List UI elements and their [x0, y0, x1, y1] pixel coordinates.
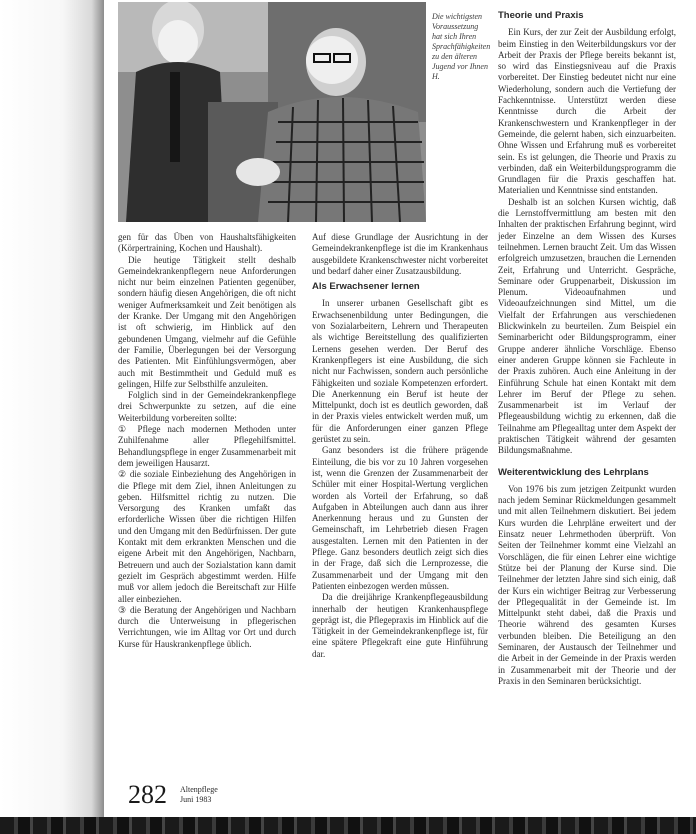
paragraph: Da die dreijährige Krankenpflegeausbildung innerhalb der heutigen Krankenhauspflege geprägt ist, die Pflegepraxis im Hinblick auf die Tätigkeit in der Gemeindekrankenpflege ist, für eine spätere Pflegekraft eine gute Hinführung dar. [312, 592, 488, 659]
article-photo [118, 2, 426, 222]
paragraph: gen für das Üben von Haushaltsfähigkeiten (Körpertraining, Kochen und Haushalt). [118, 232, 296, 254]
section-heading: Weiterentwicklung des Lehrplans [498, 466, 649, 478]
list-item: ③ die Beratung der Angehörigen und Nachbarn durch die Unterweisung in pflegerischen Verrichtungen, wie im Alltag vor Ort und durch Kurse für Hauskrankenpflege üblich. [118, 604, 296, 649]
section-heading: Als Erwachsener lernen [312, 281, 420, 293]
paragraph: Die heutige Tätigkeit stellt deshalb Gemeindekrankenpflegern neue Anforderungen nicht nur beim einzelnen Patienten gegenüber, sondern häufig diesen Angehörigen, die oft nicht weniger Aufmerksamkeit und Zeit benötigen als der Kranke. Der Umgang mit den Angehörigen ist oft schwierig, im Hinblick auf den gebundenen Umgang, vielmehr auf die Gefühle der Familie, Überlegungen bei der Versorgung des Patienten. Mit Einfühlungsvermögen, aber auch mit Bestimmtheit und Geduld muß es gelingen, Hilfe zur Selbsthilfe anzuleiten. [118, 254, 296, 389]
section-heading: Theorie und Praxis [498, 10, 584, 21]
magazine-title: Altenpflege [180, 785, 218, 794]
list-item: ② die soziale Einbeziehung des Angehörigen in die Pflege mit dem Ziel, ihnen Anleitungen zu geben. Hilfsmittel richtig zu nutzen. Die Versorgung des Kranken umfaßt das erforderliche Wissen über die richtigen Hilfen und den Umgang mit den Bedürfnissen. Der gute Kontakt mit dem erkrankten Menschen und die eigene Arbeit mit den Angehörigen, Nachbarn, Betreuern und auch der Sozialstation kann damit gezielt im Gespräch abgestimmt werden. Hilfe muß vor allem jedoch die Bereitschaft zur Hilfe aller einbeziehen. [118, 469, 296, 604]
paragraph: In unserer urbanen Gesellschaft gibt es Erwachsenenbildung unter Bedingungen, die von Sozialarbeitern, Lehrern und Therapeuten als wichtige Bereitstellung des qualifizierten Lernens gesehen werden. Der Beruf des Krankenpflegers ist eine Ausbildung, die sich nicht nur Fachwissen, sondern auch persönliche Fähigkeiten und soziale Kompetenzen erfordert. Die Anerkennung ein Beruf ist heute der Mittelpunkt, doch ist es deutlich geworden, daß in der Praxis vieles entwickelt werden muß, um für die Anforderungen einer ganzen Pflege gerüstet zu sein. [312, 298, 488, 445]
text-column-2 [312, 232, 488, 660]
text-column-3 [498, 10, 676, 687]
paragraph: Deshalb ist an solchen Kursen wichtig, daß die Lernstoffvermittlung am besten mit den Inhalten der praktischen Erfahrung beginnt, wird jeder Einzelne an dem Wissen des Kurses teilnehmen. Lernen braucht Zeit. Um das Wissen erfolgreich umzusetzen, brauchen die Lernenden Zeit, Erfahrung und Unterricht. Gespräche, Seminare oder Gruppenarbeit, Diskussion im Plenum. Videoaufnahmen und Videoaufzeichnungen sind Mittel, um die Vielfalt der Erfahrungen aus verschiedenen Blickwinkeln zu beurteilen. Zum Beispiel ein Seminarbericht oder Bildungsprogramm, einer Gruppe anderer ähnliche Vorschläge. Ebenso einer anderen Gruppe können sie Fachleute in der Praxis zuhören. Auch eine Anleitung in der Einführung Schule hat einen Kontakt mit dem Lehrer im Beruf der Pflege zu sehen. Zusammenarbeit ist im Verlauf der Pflegeausbildung wichtig zu erkennen, daß die Teilnahme am Pflegealltag unter dem Aspekt der praktischen Tätigkeit während der gesamten Bildungsmaßnahme. [498, 196, 676, 456]
photo-caption: Die wichtigsten Voraussetzung hat sich Ihren Sprachfähigkeiten zu den älteren Jugend vor Ihnen H. [432, 12, 491, 81]
paragraph: Ein Kurs, der zur Zeit der Ausbildung erfolgt, beim Einstieg in den Weiterbildungskurs vor der Arbeit der Praxis der Pflege bereits bekannt ist, so wird das Einstiegsniveau auf die Praxis vorbereitet. Der Einstieg bedeutet nicht nur eine Wiederholung, sondern auch die Vertiefung der Fachkenntnisse. Unterstützt werden diese Kenntnisse durch die Arbeit der Krankenschwestern und Krankenpfleger in der Gemeinde, die gelernt haben, sich einzuarbeiten. Ohne Wissen und Erfahrung muß es vorbereitet sein. Es ist gelungen, die Theorie und Praxis zu verbinden, daß ein Weiterbildungsprogramm die Grundlagen für die Praxis geschaffen hat. Materialien und Kenntnisse sind entstanden. [498, 27, 676, 196]
paragraph: Ganz besonders ist die frühere prägende Einteilung, die bis vor zu 10 Jahren vorgesehen ist, wenn die Grenzen der Zusammenarbeit der Schüler mit einer Hospital-Wertung verglichen worden als Vorteil der Erfahrung, so daß Aufgaben in Abteilungen auch dann aus ihrer Anerkennung heraus und zu Gunsten der Gemeinschaft, im Lehrbetrieb diesen Fragen ausgestalten. Lernen mit den Patienten in der Pflege. Ganz besonders deutlich zeigt sich dies in der Frage, daß sich die Lernprozesse, die Zusammenarbeit und der Umgang mit den Patienten einbezogen werden müssen. [312, 445, 488, 591]
issue-date: Juni 1983 [180, 795, 212, 804]
text-column-1 [118, 232, 296, 650]
paragraph: Von 1976 bis zum jetzigen Zeitpunkt wurden nach jedem Seminar Rückmeldungen gesammelt und mit allen Teilnehmern diskutiert. Bei jedem Kurs wurden die Lehrpläne erweitert und der Einsatz neuer Lehrmethoden überprüft. Von Seiten der Teilnehmer kommt eine Vielzahl an Vorschlägen, die für einen Lehrer eine wichtige Stütze bei der Planung der Kurse sind. Die Teilnehmer der letzten Jahre sind sich einig, daß der Kurs ein wichtiger Beitrag zur Verbesserung der Pflegequalität in der Gemeinde ist. Im Mittelpunkt steht dabei, daß die Praxis und Theorie während des gesamten Kurses verbunden bleiben. Die Beteiligung an den Seminaren, der Austausch der Teilnehmer und die Arbeit in der Gemeinde in der Praxis werden in Zusammenarbeit mit der Theorie und der Praxis in den Seminaren berücksichtigt. [498, 483, 676, 686]
photo-illustration [118, 2, 426, 222]
paragraph: Auf diese Grundlage der Ausrichtung in der Gemeindekrankenpflege ist die im Krankenhaus ausgebildete Krankenschwester nicht vorbereitet und bedarf daher einer Zusatzausbildung. [312, 232, 488, 276]
paragraph: Folglich sind in der Gemeindekrankenpflege drei Schwerpunkte zu setzen, auf die eine Weiterbildung vorbereiten sollte: [118, 390, 296, 423]
magazine-info [180, 785, 218, 805]
list-item: ① Pflege nach modernen Methoden unter Zuhilfenahme aller Pflegehilfsmittel. Behandlungspflege in enger Zusammenarbeit mit dem jeweiligen Hausarzt. [118, 424, 296, 468]
page-number: 282 [128, 780, 167, 809]
scan-bottom-edge [0, 817, 696, 834]
scan-shadow-edge [0, 0, 104, 834]
